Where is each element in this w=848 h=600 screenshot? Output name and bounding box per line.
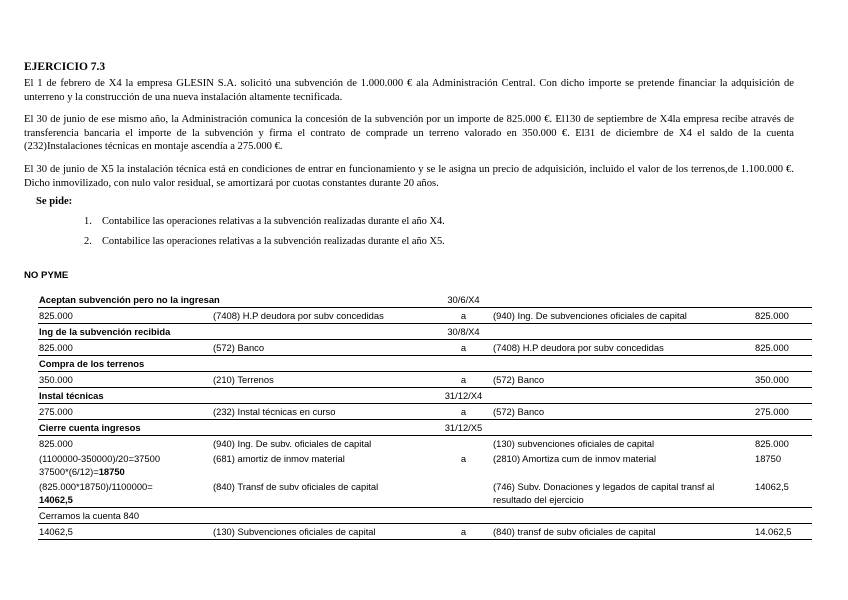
entry-title: Cierre cuenta ingresos (38, 420, 436, 436)
credit-account: (746) Subv. Donaciones y legados de capital transf al resultado del ejercicio (492, 479, 754, 508)
task-item-1 (84, 216, 445, 227)
entry-header-row (38, 388, 812, 404)
debit-account: (681) amortiz de inmov material (213, 453, 345, 464)
se-pide-heading: Se pide: (36, 196, 73, 207)
credit-amount: 275.000 (754, 404, 812, 420)
a-separator (436, 479, 492, 508)
a-separator: a (436, 340, 492, 356)
credit-amount: 825.000 (754, 340, 812, 356)
credit-amount: 825.000 (755, 438, 789, 449)
debit-amount: 350.000 (38, 372, 212, 388)
a-separator: a (436, 372, 492, 388)
a-separator (436, 436, 492, 452)
entry-date (436, 356, 492, 372)
entry-header-row (38, 420, 812, 436)
entry-header-row (38, 356, 812, 372)
credit-amount: 18750 (755, 453, 782, 464)
task-text: Contabilice las operaciones relativas a la subvención realizadas durante el año X4. (102, 216, 445, 227)
calc-text: 37500*(6/12)= (39, 466, 99, 477)
journal-entry-row (38, 340, 812, 356)
a-separator: a (436, 404, 492, 420)
statement-paragraph-2: El 30 de junio de ese mismo año, la Administración comunica la concesión de la subvención por un importe de 825.000 €. El130 de septiembre de X4la empresa recibe através de transferencia bancaria el importe de la subvención y firma el contrato de comprade un terreno valorado en 350.000 €. El31 de diciembre de X4 el saldo de la cuenta (232)Instalaciones técnicas en montaje ascendía a 275.000 €. (24, 114, 794, 153)
debit-account: (130) Subvenciones oficiales de capital (212, 524, 436, 540)
journal-entry-row (38, 451, 812, 479)
debit-amount (38, 479, 212, 508)
journal-entry-row (38, 436, 812, 452)
calc-line (39, 493, 210, 506)
credit-account: (840) transf de subv oficiales de capital (492, 524, 754, 540)
entry-header-row (38, 324, 812, 340)
calc-line: (1100000-350000)/20=37500 (39, 453, 161, 464)
credit-account: (7408) H.P deudora por subv concedidas (492, 340, 754, 356)
entry-date: 31/12/X5 (436, 420, 492, 436)
credit-account: (130) subvenciones oficiales de capital (493, 438, 655, 449)
entry-date (436, 508, 492, 524)
a-separator: a (460, 453, 467, 464)
task-number: 2. (84, 236, 92, 247)
debit-account: (940) Ing. De subv. oficiales de capital (213, 438, 372, 449)
debit-amount: 14062,5 (38, 524, 212, 540)
debit-amount: 825.000 (38, 340, 212, 356)
debit-amount (38, 451, 212, 479)
journal-entry-row (38, 372, 812, 388)
debit-amount: 825.000 (38, 308, 212, 324)
entry-title: Ing de la subvención recibida (38, 324, 436, 340)
debit-account: (7408) H.P deudora por subv concedidas (212, 308, 436, 324)
calc-line: (825.000*18750)/1100000= (39, 481, 153, 492)
task-text: Contabilice las operaciones relativas a la subvención realizadas durante el año X5. (102, 236, 445, 247)
journal-entry-row (38, 404, 812, 420)
credit-amount: 14.062,5 (754, 524, 812, 540)
entry-header-row (38, 292, 812, 308)
debit-amount: 275.000 (38, 404, 212, 420)
journal-entry-row (38, 308, 812, 324)
journal-entry-row (38, 524, 812, 540)
a-separator: a (436, 524, 492, 540)
debit-account: (210) Terrenos (212, 372, 436, 388)
calc-result: 18750 (98, 466, 125, 477)
a-separator: a (436, 308, 492, 324)
entry-title: Aceptan subvención pero no la ingresan (38, 292, 436, 308)
entry-date: 30/6/X4 (436, 292, 492, 308)
task-number: 1. (84, 216, 92, 227)
debit-amount: 825.000 (39, 438, 73, 449)
statement-paragraph-1: El 1 de febrero de X4 la empresa GLESIN S.A. solicitó una subvención de 1.000.000 € ala Administración Central. Con dicho importe se pretende financiar la adquisición de unterreno y la construcción de una nueva instalación altamente tecnificada. (24, 78, 794, 103)
credit-amount: 350.000 (754, 372, 812, 388)
entry-header-row (38, 508, 812, 524)
credit-account: (940) Ing. De subvenciones oficiales de capital (492, 308, 754, 324)
task-item-2 (84, 236, 445, 247)
credit-account: (2810) Amortiza cum de inmov material (493, 453, 657, 464)
credit-account: (572) Banco (492, 372, 754, 388)
debit-account: (232) Instal técnicas en curso (212, 404, 436, 420)
journal-entry-row (38, 479, 812, 508)
entry-date: 31/12/X4 (436, 388, 492, 404)
solution-label: NO PYME (24, 270, 69, 281)
debit-account: (840) Transf de subv oficiales de capital (212, 479, 436, 508)
statement-paragraph-3: El 30 de junio de X5 la instalación técnica está en condiciones de entrar en funcionamiento y se le asigna un precio de adquisición, incluido el valor de los terrenos,de 1.100.000 €. Dicho inmovilizado, con nulo valor residual, se amortizará por cuotas constantes durante 20 años. (24, 164, 794, 189)
calc-line (39, 465, 210, 478)
exercise-title: EJERCICIO 7.3 (24, 61, 106, 73)
entry-title: Cerramos la cuenta 840 (38, 508, 436, 524)
calc-result: 14062,5 (39, 494, 73, 505)
entry-title: Compra de los terrenos (38, 356, 436, 372)
journal-entries-table (38, 292, 812, 540)
debit-account: (572) Banco (212, 340, 436, 356)
credit-amount: 14062,5 (754, 479, 812, 508)
entry-date: 30/8/X4 (436, 324, 492, 340)
credit-amount: 825.000 (754, 308, 812, 324)
entry-title: Instal técnicas (38, 388, 436, 404)
credit-account: (572) Banco (492, 404, 754, 420)
